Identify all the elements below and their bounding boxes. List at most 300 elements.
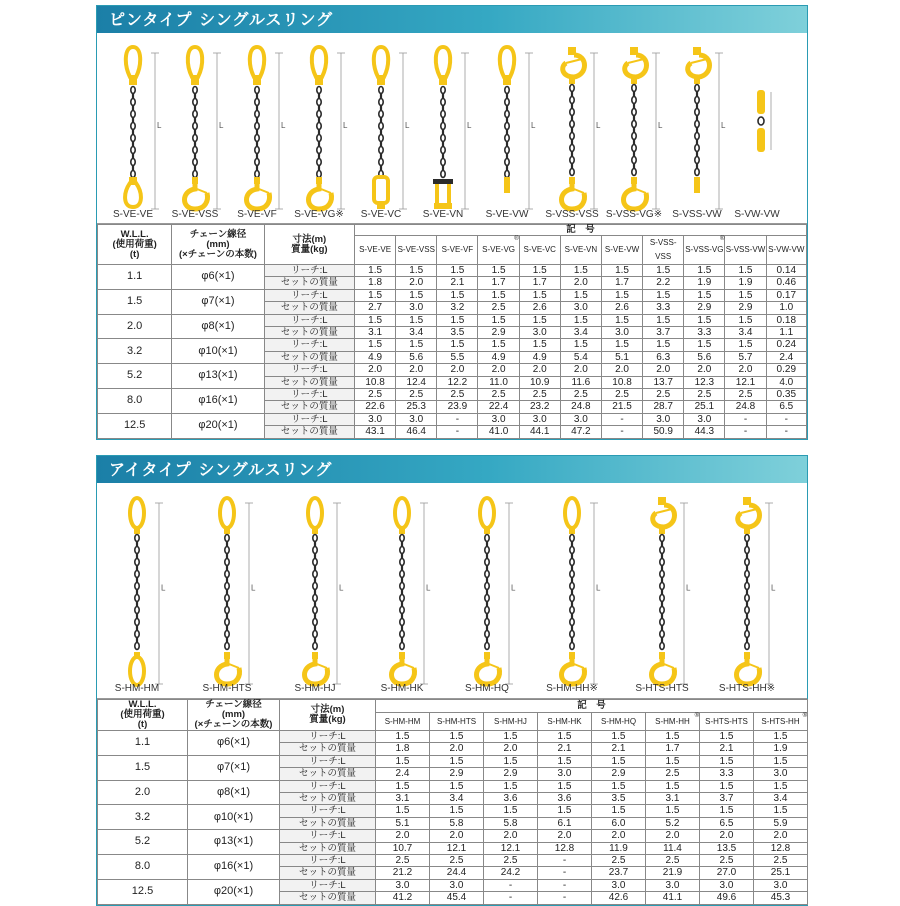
svg-text:L: L <box>686 583 691 593</box>
chain-diameter-value: φ8(×1) <box>172 314 264 339</box>
reach-cell: 1.5 <box>700 780 754 792</box>
mass-cell: 2.6 <box>519 302 560 314</box>
reach-label: リーチ:L <box>264 413 354 425</box>
mass-cell: 6.1 <box>538 817 592 829</box>
svg-text:L: L <box>161 583 166 593</box>
model-code-header: S-HM-HK <box>538 713 592 731</box>
mass-cell: - <box>437 426 478 438</box>
mass-cell: 3.4 <box>396 327 437 339</box>
reach-cell: 1.5 <box>355 314 396 326</box>
mass-cell: 12.1 <box>725 376 766 388</box>
chain-diameter-value: φ20(×1) <box>188 879 280 904</box>
mass-cell: 1.7 <box>646 743 700 755</box>
mass-cell: 2.9 <box>478 327 519 339</box>
reach-cell: 1.5 <box>478 314 519 326</box>
svg-text:L: L <box>251 583 256 593</box>
mass-cell: 2.4 <box>376 768 430 780</box>
reach-cell: 3.0 <box>430 879 484 891</box>
reach-cell: 1.5 <box>754 780 808 792</box>
mass-cell: 25.1 <box>684 401 725 413</box>
mass-label: セットの質量 <box>264 426 354 438</box>
mass-cell: 27.0 <box>700 867 754 879</box>
wll-value: 8.0 <box>98 389 172 414</box>
sling-model-label: S-VE-VN <box>422 209 464 220</box>
reach-cell: 1.5 <box>560 265 601 277</box>
mass-cell: 2.5 <box>646 768 700 780</box>
reach-cell: 1.5 <box>430 731 484 743</box>
dimension-mass-header <box>264 225 354 265</box>
reach-cell: 3.0 <box>396 413 437 425</box>
s-ve-vw-illustration <box>477 43 537 218</box>
pin-type-title: ピンタイプ シングルスリング <box>97 6 807 33</box>
mass-cell: 2.1 <box>592 743 646 755</box>
reach-cell: 0.17 <box>766 289 806 301</box>
reach-cell: 1.5 <box>538 731 592 743</box>
reach-cell: 1.5 <box>754 805 808 817</box>
reach-cell: 1.5 <box>601 314 642 326</box>
s-ve-vc-illustration <box>351 43 411 218</box>
reach-cell: 1.5 <box>376 805 430 817</box>
reach-cell: 2.5 <box>700 855 754 867</box>
reach-cell: 2.5 <box>437 389 478 401</box>
mass-cell: 24.2 <box>484 867 538 879</box>
reach-cell: 1.5 <box>355 339 396 351</box>
mass-cell: 3.0 <box>538 768 592 780</box>
mass-cell: 4.0 <box>766 376 806 388</box>
mass-cell: 2.9 <box>725 302 766 314</box>
mass-cell: 4.9 <box>478 351 519 363</box>
mass-cell: 3.4 <box>754 793 808 805</box>
sling-model-label: S-VE-VW <box>485 209 529 220</box>
reach-cell: 1.5 <box>478 289 519 301</box>
mass-cell: 21.5 <box>601 401 642 413</box>
reach-label: リーチ:L <box>264 289 354 301</box>
reach-cell: 2.0 <box>376 830 430 842</box>
model-code-header: S-HM-HM <box>376 713 430 731</box>
s-ve-vg-illustration <box>289 43 349 218</box>
mass-cell: 3.1 <box>646 793 700 805</box>
mass-cell: 1.1 <box>766 327 806 339</box>
eye-type-title: アイタイプ シングルスリング <box>97 456 807 483</box>
reach-cell: 0.14 <box>766 265 806 277</box>
reach-cell: 1.5 <box>700 755 754 767</box>
mass-cell: 6.5 <box>766 401 806 413</box>
reach-label: リーチ:L <box>280 879 376 891</box>
mass-cell: 21.2 <box>376 867 430 879</box>
chain-diameter-header <box>188 700 280 731</box>
mass-cell: 5.6 <box>684 351 725 363</box>
reach-cell: 1.5 <box>396 289 437 301</box>
model-code-header: S-VSS-VSS <box>643 236 684 265</box>
mass-cell: 5.8 <box>430 817 484 829</box>
wll-value: 3.2 <box>98 805 188 830</box>
mass-cell: 23.9 <box>437 401 478 413</box>
chain-diameter-value: φ6(×1) <box>188 731 280 756</box>
chain-diameter-value: φ7(×1) <box>172 289 264 314</box>
mass-cell: 4.9 <box>519 351 560 363</box>
reach-cell: 1.5 <box>376 731 430 743</box>
eye-type-table <box>97 699 808 905</box>
reach-label: リーチ:L <box>264 314 354 326</box>
mass-cell: 2.1 <box>700 743 754 755</box>
mass-cell: 3.7 <box>643 327 684 339</box>
wll-value: 12.5 <box>98 879 188 904</box>
dimension-mass-header <box>280 700 376 731</box>
wll-value: 2.0 <box>98 314 172 339</box>
mass-cell: 3.0 <box>560 302 601 314</box>
mass-cell: 3.1 <box>355 327 396 339</box>
reach-cell: 1.5 <box>437 289 478 301</box>
header-text: W.L.L. <box>120 228 149 240</box>
s-vw-vw-illustration <box>747 88 777 158</box>
sling-model-label: S-VE-VG※ <box>294 209 344 220</box>
header-text: 記 号 <box>566 224 595 235</box>
reach-cell: 3.0 <box>560 413 601 425</box>
mass-cell: 6.0 <box>592 817 646 829</box>
mass-cell: 3.4 <box>725 327 766 339</box>
reach-cell: 1.5 <box>601 265 642 277</box>
s-hm-hm-illustration <box>107 493 167 693</box>
reach-cell: 3.0 <box>646 879 700 891</box>
mass-cell: 3.2 <box>437 302 478 314</box>
reach-cell: 1.5 <box>376 780 430 792</box>
svg-text:L: L <box>343 121 348 130</box>
mass-cell: 2.0 <box>396 277 437 289</box>
reach-label: リーチ:L <box>264 389 354 401</box>
mass-cell: 3.3 <box>684 327 725 339</box>
reach-cell: 2.5 <box>643 389 684 401</box>
svg-text:L: L <box>531 121 536 130</box>
model-code-header: S-HM-HJ <box>484 713 538 731</box>
mass-cell: 1.9 <box>725 277 766 289</box>
reach-cell: 1.5 <box>396 314 437 326</box>
reach-cell: 1.5 <box>484 805 538 817</box>
pin-type-section <box>96 5 808 440</box>
reach-cell: 2.5 <box>601 389 642 401</box>
sling-model-label: S-VE-VF <box>237 209 277 220</box>
mass-cell: 41.1 <box>646 892 700 904</box>
reach-cell: 1.5 <box>643 289 684 301</box>
mass-label: セットの質量 <box>280 743 376 755</box>
model-code-header: S-HM-HQ <box>592 713 646 731</box>
reach-cell: 1.5 <box>396 265 437 277</box>
mass-cell: 12.4 <box>396 376 437 388</box>
svg-text:L: L <box>467 121 472 130</box>
reach-cell: 2.0 <box>725 364 766 376</box>
mass-cell: 45.3 <box>754 892 808 904</box>
reach-cell: 1.5 <box>643 265 684 277</box>
mass-cell: 24.8 <box>560 401 601 413</box>
reach-cell: 2.0 <box>396 364 437 376</box>
reach-cell: 1.5 <box>376 755 430 767</box>
svg-text:L: L <box>281 121 286 130</box>
chain-diameter-value: φ13(×1) <box>188 830 280 855</box>
reach-cell: 1.5 <box>355 289 396 301</box>
reach-cell: 3.0 <box>754 879 808 891</box>
pin-type-illustrations <box>97 33 807 224</box>
sling-model-label: S-HM-HK <box>380 683 424 694</box>
mass-cell: 24.4 <box>430 867 484 879</box>
mass-cell: 23.7 <box>592 867 646 879</box>
chain-diameter-value: φ6(×1) <box>172 265 264 290</box>
mass-cell: 25.1 <box>754 867 808 879</box>
mass-cell: - <box>766 426 806 438</box>
symbol-header <box>376 700 808 713</box>
reach-cell: 1.5 <box>684 265 725 277</box>
reach-cell: 1.5 <box>684 289 725 301</box>
chain-diameter-value: φ16(×1) <box>188 855 280 880</box>
mass-cell: 1.9 <box>754 743 808 755</box>
mass-cell: 0.46 <box>766 277 806 289</box>
mass-label: セットの質量 <box>264 302 354 314</box>
mass-cell: 5.6 <box>396 351 437 363</box>
model-code-header: S-VE-VE <box>355 236 396 265</box>
header-text: 寸法(m) <box>292 233 327 245</box>
reach-cell: 2.5 <box>376 855 430 867</box>
reach-cell: 2.5 <box>430 855 484 867</box>
mass-cell: 21.9 <box>646 867 700 879</box>
reach-cell: 1.5 <box>355 265 396 277</box>
chain-diameter-value: φ8(×1) <box>188 780 280 805</box>
wll-value: 2.0 <box>98 780 188 805</box>
wll-value: 1.1 <box>98 731 188 756</box>
mass-cell: 2.9 <box>592 768 646 780</box>
mass-cell: 12.1 <box>484 842 538 854</box>
reach-cell: 2.0 <box>355 364 396 376</box>
s-ve-vn-illustration <box>413 43 473 218</box>
mass-cell: 6.5 <box>700 817 754 829</box>
header-text: (使用荷重) <box>112 238 157 250</box>
mass-cell: 2.1 <box>437 277 478 289</box>
reach-label: リーチ:L <box>280 780 376 792</box>
reach-cell: - <box>538 879 592 891</box>
wll-value: 1.5 <box>98 289 172 314</box>
reach-cell: 2.5 <box>754 855 808 867</box>
mass-cell: 42.6 <box>592 892 646 904</box>
reach-cell: 1.5 <box>430 755 484 767</box>
s-hm-hq-illustration <box>457 493 517 693</box>
mass-cell: 49.6 <box>700 892 754 904</box>
reach-cell: 1.5 <box>484 731 538 743</box>
reach-cell: 1.5 <box>643 314 684 326</box>
reach-cell: 2.0 <box>519 364 560 376</box>
sling-model-label: S-HM-HTS <box>202 683 252 694</box>
model-code-header: S-HTS-HH ® <box>754 713 808 731</box>
mass-cell: 3.0 <box>396 302 437 314</box>
mass-cell: 1.9 <box>684 277 725 289</box>
mass-cell: 10.8 <box>355 376 396 388</box>
reach-cell: - <box>437 413 478 425</box>
mass-cell: 1.0 <box>766 302 806 314</box>
reach-cell: 1.5 <box>560 314 601 326</box>
wll-value: 1.5 <box>98 755 188 780</box>
sling-model-label: S-HM-HQ <box>465 683 509 694</box>
reach-label: リーチ:L <box>280 855 376 867</box>
reach-cell: 2.0 <box>684 364 725 376</box>
model-code-header: S-HTS-HTS <box>700 713 754 731</box>
s-vss-vg-illustration <box>604 43 664 218</box>
mass-cell: 50.9 <box>643 426 684 438</box>
reach-label: リーチ:L <box>264 339 354 351</box>
chain-diameter-value: φ13(×1) <box>172 364 264 389</box>
reach-cell: 0.29 <box>766 364 806 376</box>
reach-cell: 2.0 <box>643 364 684 376</box>
reach-cell: 2.5 <box>725 389 766 401</box>
model-code-header: S-VE-VG ® <box>478 236 519 265</box>
mass-cell: 11.9 <box>592 842 646 854</box>
mass-cell: 10.9 <box>519 376 560 388</box>
s-hm-hts-illustration <box>197 493 257 693</box>
wll-header <box>98 700 188 731</box>
reach-cell: 2.5 <box>592 855 646 867</box>
model-code-header: S-VE-VSS <box>396 236 437 265</box>
reach-cell: 2.5 <box>646 855 700 867</box>
mass-label: セットの質量 <box>280 768 376 780</box>
mass-cell: 22.4 <box>478 401 519 413</box>
sling-model-label: S-VW-VW <box>734 209 780 220</box>
mass-cell: 3.5 <box>437 327 478 339</box>
wll-value: 3.2 <box>98 339 172 364</box>
reach-cell: 1.5 <box>478 339 519 351</box>
reach-cell: 3.0 <box>700 879 754 891</box>
mass-cell: 44.1 <box>519 426 560 438</box>
reach-cell: 2.5 <box>396 389 437 401</box>
pin-type-table <box>97 224 807 439</box>
mass-cell: 47.2 <box>560 426 601 438</box>
mass-cell: 13.7 <box>643 376 684 388</box>
mass-cell: 2.2 <box>643 277 684 289</box>
mass-cell: 3.0 <box>754 768 808 780</box>
mass-cell: 25.3 <box>396 401 437 413</box>
chain-diameter-value: φ20(×1) <box>172 413 264 438</box>
mass-cell: 2.7 <box>355 302 396 314</box>
mass-label: セットの質量 <box>280 892 376 904</box>
mass-cell: 41.0 <box>478 426 519 438</box>
reach-label: リーチ:L <box>280 830 376 842</box>
reach-label: リーチ:L <box>280 731 376 743</box>
mass-cell: 12.2 <box>437 376 478 388</box>
mass-label: セットの質量 <box>280 867 376 879</box>
reach-cell: 2.5 <box>684 389 725 401</box>
chain-diameter-value: φ7(×1) <box>188 755 280 780</box>
wll-value: 5.2 <box>98 364 172 389</box>
mass-cell: 5.9 <box>754 817 808 829</box>
mass-cell: 2.0 <box>560 277 601 289</box>
reach-cell: 1.5 <box>592 780 646 792</box>
reach-cell: 1.5 <box>430 805 484 817</box>
model-code-header: S-VE-VN <box>560 236 601 265</box>
mass-cell: 1.8 <box>376 743 430 755</box>
header-text: チェーン線径 <box>189 228 247 240</box>
mass-cell: 5.4 <box>560 351 601 363</box>
eye-type-illustrations <box>97 483 807 699</box>
reach-cell: 1.5 <box>646 731 700 743</box>
reach-cell: - <box>538 855 592 867</box>
reach-cell: 2.0 <box>430 830 484 842</box>
mass-cell: 5.8 <box>484 817 538 829</box>
model-code-header: S-VE-VF <box>437 236 478 265</box>
mass-cell: 11.0 <box>478 376 519 388</box>
reach-cell: 3.0 <box>684 413 725 425</box>
s-vss-vss-illustration <box>542 43 602 218</box>
chain-diameter-value: φ16(×1) <box>172 389 264 414</box>
reach-cell: 3.0 <box>376 879 430 891</box>
mass-label: セットの質量 <box>264 351 354 363</box>
reach-cell: - <box>766 413 806 425</box>
wll-value: 12.5 <box>98 413 172 438</box>
eye-type-section <box>96 455 808 906</box>
mass-cell: - <box>601 426 642 438</box>
mass-cell: 12.1 <box>430 842 484 854</box>
mass-label: セットの質量 <box>264 401 354 413</box>
reach-cell: 2.5 <box>478 389 519 401</box>
mass-label: セットの質量 <box>264 376 354 388</box>
reach-cell: 1.5 <box>725 289 766 301</box>
svg-text:L: L <box>157 121 162 130</box>
mass-cell: 2.6 <box>601 302 642 314</box>
header-text: 寸法(m) <box>310 704 345 715</box>
s-hts-hh-illustration <box>717 493 777 693</box>
model-code-header: S-VSS-VW <box>725 236 766 265</box>
svg-text:L: L <box>219 121 224 130</box>
s-ve-ve-illustration <box>103 43 163 218</box>
reach-cell: 0.18 <box>766 314 806 326</box>
mass-cell: 23.2 <box>519 401 560 413</box>
mass-cell: - <box>538 867 592 879</box>
reach-cell: 1.5 <box>519 265 560 277</box>
mass-cell: 1.7 <box>478 277 519 289</box>
reach-cell: 1.5 <box>484 755 538 767</box>
mass-cell: 6.3 <box>643 351 684 363</box>
header-text: (mm) <box>206 238 230 250</box>
mass-cell: 13.5 <box>700 842 754 854</box>
mass-cell: 28.7 <box>643 401 684 413</box>
model-code-header: S-VE-VC <box>519 236 560 265</box>
mass-cell: 4.9 <box>355 351 396 363</box>
header-text: チェーン線径 <box>205 699 262 710</box>
mass-cell: 46.4 <box>396 426 437 438</box>
mass-cell: 5.1 <box>376 817 430 829</box>
reach-cell: 3.0 <box>478 413 519 425</box>
mass-cell: 5.5 <box>437 351 478 363</box>
model-code-header: S-VE-VW <box>601 236 642 265</box>
mass-cell: 2.4 <box>766 351 806 363</box>
mass-cell: 3.3 <box>700 768 754 780</box>
symbol-header <box>355 225 807 236</box>
svg-text:L: L <box>339 583 344 593</box>
svg-text:L: L <box>658 121 663 130</box>
mass-cell: 10.7 <box>376 842 430 854</box>
s-hm-hk-illustration <box>372 493 432 693</box>
reach-cell: 1.5 <box>519 314 560 326</box>
wll-value: 8.0 <box>98 855 188 880</box>
mass-cell: 1.7 <box>519 277 560 289</box>
reach-cell: 0.35 <box>766 389 806 401</box>
reach-cell: 1.5 <box>592 755 646 767</box>
svg-text:L: L <box>771 583 776 593</box>
reach-cell: 1.5 <box>437 265 478 277</box>
mass-cell: 3.0 <box>519 327 560 339</box>
mass-cell: - <box>725 426 766 438</box>
reach-cell: 0.24 <box>766 339 806 351</box>
reach-cell: 1.5 <box>560 339 601 351</box>
model-code-header: S-VSS-VG ® <box>684 236 725 265</box>
s-ve-vf-illustration <box>227 43 287 218</box>
reach-cell: 2.0 <box>538 830 592 842</box>
mass-cell: 12.8 <box>754 842 808 854</box>
mass-cell: 3.3 <box>643 302 684 314</box>
reach-cell: 3.0 <box>355 413 396 425</box>
